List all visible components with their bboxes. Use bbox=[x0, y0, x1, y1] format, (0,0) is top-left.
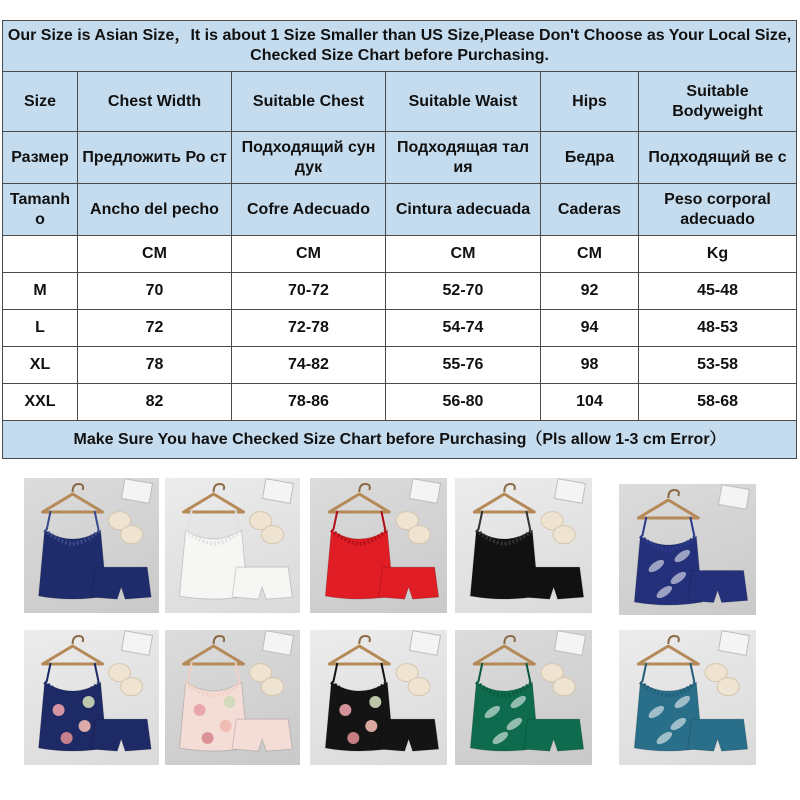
hanger-hook-icon bbox=[668, 490, 679, 498]
hanger-hook-icon bbox=[73, 484, 84, 492]
shorts-shape bbox=[524, 567, 584, 599]
product-photo-navy-leaf-set bbox=[619, 484, 756, 615]
header-cell: Suitable Bodyweight bbox=[639, 72, 797, 132]
hanger-hook-icon bbox=[359, 484, 370, 492]
table-row bbox=[3, 384, 797, 421]
table-cell: 55-76 bbox=[386, 347, 541, 384]
header-cell: Suitable Waist bbox=[386, 72, 541, 132]
table-cell: M bbox=[3, 273, 78, 310]
error-tolerance-banner: Make Sure You have Checked Size Chart before Purchasing（Pls allow 1-3 cm Error） bbox=[3, 421, 797, 459]
card-decor bbox=[554, 479, 585, 504]
flower-print bbox=[79, 720, 91, 732]
strap-lines bbox=[47, 663, 99, 682]
shorts-shape bbox=[91, 567, 151, 599]
table-cell: 104 bbox=[541, 384, 639, 421]
table-cell: 78-86 bbox=[232, 384, 386, 421]
card-decor bbox=[718, 485, 749, 510]
table-cell: 94 bbox=[541, 310, 639, 347]
table-cell: 53-58 bbox=[639, 347, 797, 384]
card-decor bbox=[121, 479, 152, 504]
strap-lines bbox=[642, 517, 694, 536]
table-row bbox=[3, 310, 797, 347]
bra-pad bbox=[408, 678, 430, 696]
table-cell: XL bbox=[3, 347, 78, 384]
flower-print bbox=[61, 732, 73, 744]
hanger-hook-icon bbox=[359, 636, 370, 644]
hanger-icon bbox=[638, 646, 698, 664]
header-cell: Caderas bbox=[541, 184, 639, 236]
header-cell: Подходящая тал ия bbox=[386, 132, 541, 184]
shorts-shape bbox=[379, 719, 439, 751]
bra-pad bbox=[262, 526, 284, 544]
shorts-shape bbox=[91, 719, 151, 751]
product-photo-pink-floral-set bbox=[165, 630, 300, 765]
table-cell: 45-48 bbox=[639, 273, 797, 310]
card-decor bbox=[409, 479, 440, 504]
flower-print bbox=[220, 720, 232, 732]
unit-cell: CM bbox=[386, 236, 541, 273]
unit-cell: CM bbox=[78, 236, 232, 273]
bra-pad bbox=[262, 678, 284, 696]
product-photo-white-solid-set bbox=[165, 478, 300, 613]
unit-cell: CM bbox=[232, 236, 386, 273]
hanger-hook-icon bbox=[504, 484, 515, 492]
hanger-hook-icon bbox=[214, 484, 225, 492]
flower-print bbox=[365, 720, 377, 732]
table-cell: XXL bbox=[3, 384, 78, 421]
hanger-hook-icon bbox=[668, 636, 679, 644]
header-cell: Peso corporal adecuado bbox=[639, 184, 797, 236]
header-cell: Cintura adecuada bbox=[386, 184, 541, 236]
strap-lines bbox=[333, 663, 385, 682]
table-cell: 52-70 bbox=[386, 273, 541, 310]
card-decor bbox=[121, 631, 152, 656]
product-photo-red-solid-set bbox=[310, 478, 447, 613]
table-row bbox=[3, 347, 797, 384]
table-cell: 48-53 bbox=[639, 310, 797, 347]
header-cell: Размер bbox=[3, 132, 78, 184]
hanger-icon bbox=[638, 500, 698, 518]
bra-pad bbox=[121, 678, 143, 696]
header-cell: Size bbox=[3, 72, 78, 132]
strap-lines bbox=[188, 663, 240, 682]
unit-cell bbox=[3, 236, 78, 273]
header-row-english bbox=[3, 72, 797, 132]
product-photo-black-floral-set bbox=[310, 630, 447, 765]
bra-pad bbox=[553, 526, 575, 544]
card-decor bbox=[262, 479, 293, 504]
hanger-icon bbox=[43, 494, 103, 512]
strap-lines bbox=[478, 511, 530, 530]
strap-lines bbox=[642, 663, 694, 682]
bra-pad bbox=[553, 678, 575, 696]
table-cell: 74-82 bbox=[232, 347, 386, 384]
strap-lines bbox=[333, 511, 385, 530]
table-row bbox=[3, 273, 797, 310]
header-cell: Предложить Ро ст bbox=[78, 132, 232, 184]
hanger-hook-icon bbox=[504, 636, 515, 644]
strap-lines bbox=[188, 511, 240, 530]
table-cell: 58-68 bbox=[639, 384, 797, 421]
flower-print bbox=[339, 704, 351, 716]
hanger-icon bbox=[329, 494, 389, 512]
flower-print bbox=[202, 732, 214, 744]
hanger-icon bbox=[474, 494, 534, 512]
table-cell: 92 bbox=[541, 273, 639, 310]
product-photo-navy-floral-set bbox=[24, 630, 159, 765]
header-row-portuguese bbox=[3, 184, 797, 236]
unit-cell: Kg bbox=[639, 236, 797, 273]
card-decor bbox=[554, 631, 585, 656]
flower-print bbox=[224, 696, 236, 708]
hanger-hook-icon bbox=[73, 636, 84, 644]
table-cell: 78 bbox=[78, 347, 232, 384]
header-row-russian bbox=[3, 132, 797, 184]
bra-pad bbox=[121, 526, 143, 544]
header-cell: Cofre Adecuado bbox=[232, 184, 386, 236]
table-cell: L bbox=[3, 310, 78, 347]
header-cell: Бедра bbox=[541, 132, 639, 184]
flower-print bbox=[83, 696, 95, 708]
flower-print bbox=[369, 696, 381, 708]
flower-print bbox=[53, 704, 65, 716]
table-cell: 98 bbox=[541, 347, 639, 384]
units-row bbox=[3, 236, 797, 273]
card-decor bbox=[409, 631, 440, 656]
unit-cell: CM bbox=[541, 236, 639, 273]
hanger-icon bbox=[329, 646, 389, 664]
hanger-icon bbox=[43, 646, 103, 664]
shorts-shape bbox=[688, 570, 748, 602]
card-decor bbox=[262, 631, 293, 656]
shorts-shape bbox=[379, 567, 439, 599]
product-photo-black-solid-set bbox=[455, 478, 592, 613]
strap-lines bbox=[478, 663, 530, 682]
table-cell: 72-78 bbox=[232, 310, 386, 347]
header-cell: Hips bbox=[541, 72, 639, 132]
table-cell: 70-72 bbox=[232, 273, 386, 310]
table-cell: 56-80 bbox=[386, 384, 541, 421]
size-warning-banner: Our Size is Asian Size，It is about 1 Size Smaller than US Size,Please Don't Choose as Your Local Size, Checked Size Chart before Purchasing. bbox=[3, 21, 797, 72]
header-cell: Chest Width bbox=[78, 72, 232, 132]
shorts-shape bbox=[232, 567, 292, 599]
bra-pad bbox=[408, 526, 430, 544]
flower-print bbox=[347, 732, 359, 744]
shorts-shape bbox=[524, 719, 584, 751]
hanger-hook-icon bbox=[214, 636, 225, 644]
header-cell: Tamanh o bbox=[3, 184, 78, 236]
header-cell: Suitable Chest bbox=[232, 72, 386, 132]
shorts-shape bbox=[232, 719, 292, 751]
product-photo-teal-leaf-set bbox=[619, 630, 756, 765]
table-cell: 82 bbox=[78, 384, 232, 421]
table-cell: 54-74 bbox=[386, 310, 541, 347]
header-cell: Подходящий ве с bbox=[639, 132, 797, 184]
product-photo-navy-solid-set bbox=[24, 478, 159, 613]
table-cell: 70 bbox=[78, 273, 232, 310]
shorts-shape bbox=[688, 719, 748, 751]
hanger-icon bbox=[474, 646, 534, 664]
bra-pad bbox=[717, 678, 739, 696]
product-photo-green-leaf-set bbox=[455, 630, 592, 765]
hanger-icon bbox=[184, 646, 244, 664]
strap-lines bbox=[47, 511, 99, 530]
header-cell: Подходящий сун дук bbox=[232, 132, 386, 184]
size-chart-table bbox=[2, 20, 797, 459]
card-decor bbox=[718, 631, 749, 656]
table-cell: 72 bbox=[78, 310, 232, 347]
hanger-icon bbox=[184, 494, 244, 512]
header-cell: Ancho del pecho bbox=[78, 184, 232, 236]
flower-print bbox=[194, 704, 206, 716]
